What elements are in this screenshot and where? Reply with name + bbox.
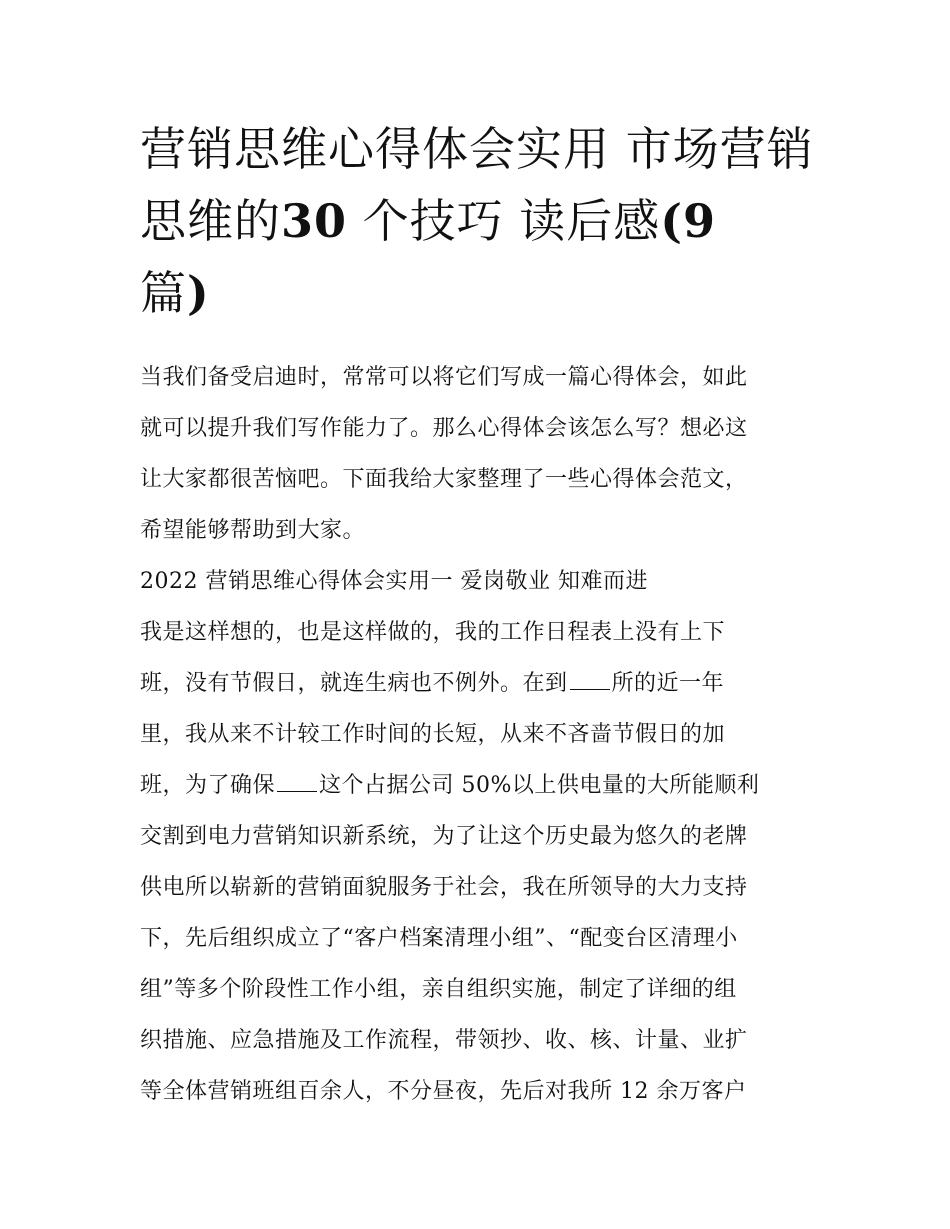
intro-line: 就可以提升我们写作能力了。那么心得体会该怎么写？想必这: [140, 416, 748, 441]
body-text: 供电所以崭新的营销面貌服务于社会，我在所领导的大力支持: [140, 875, 748, 900]
fill-blank: [277, 771, 317, 792]
body-text: 班，没有节假日，就连生病也不例外。在到: [140, 671, 568, 696]
intro-paragraph: [140, 352, 820, 556]
body-text: 我是这样想的，也是这样做的，我的工作日程表上没有上下: [140, 620, 726, 645]
section-heading-text: 2022 营销思维心得体会实用一 爱岗敬业 知难而进: [140, 569, 648, 594]
title-part-5: 篇: [140, 266, 187, 320]
document-body: [140, 352, 820, 1117]
body-text: 织措施、应急措施及工作流程，带领抄、收、核、计量、业扩: [140, 1028, 748, 1053]
body-line: [140, 709, 820, 760]
fill-blank: [570, 669, 610, 690]
body-line: [140, 811, 820, 862]
document-title: [140, 113, 820, 329]
intro-line: 让大家都很苦恼吧。下面我给大家整理了一些心得体会范文，: [140, 467, 748, 492]
body-line: [140, 913, 820, 964]
body-line: [140, 1015, 820, 1066]
body-line: [140, 658, 820, 709]
title-part-1: 营销思维心得体会实用 市场营销思维的: [140, 122, 814, 248]
body-line: [140, 607, 820, 658]
title-part-2: 30: [281, 194, 348, 248]
body-text: 交割到电力营销知识新系统，为了让这个历史最为悠久的老牌: [140, 824, 748, 849]
body-text: 所的近一年: [611, 671, 725, 696]
body-text: 班，为了确保: [140, 773, 276, 798]
body-line: [140, 964, 820, 1015]
body-line: [140, 760, 820, 811]
body-paragraph: [140, 607, 820, 1117]
body-text: 等全体营销班组百余人，不分昼夜，先后对我所 12 余万客户: [140, 1079, 747, 1104]
intro-line: 当我们备受启迪时，常常可以将它们写成一篇心得体会，如此: [140, 365, 748, 390]
body-line: [140, 1066, 820, 1117]
section-heading: [140, 556, 820, 607]
body-text: 组”等多个阶段性工作小组，亲自组织实施，制定了详细的组: [140, 977, 737, 1002]
body-line: [140, 862, 820, 913]
body-text: 这个占据公司 50%以上供电量的大所能顺利: [319, 773, 760, 798]
body-text: 里，我从来不计较工作时间的长短，从来不吝啬节假日的加: [140, 722, 726, 747]
title-part-4: (9: [660, 194, 717, 248]
body-text: 下，先后组织成立了“客户档案清理小组”、“配变台区清理小: [140, 926, 738, 951]
title-part-6: ): [187, 266, 210, 320]
intro-line: 希望能够帮助到大家。: [140, 518, 366, 543]
title-part-3: 个技巧 读后感: [347, 194, 661, 248]
